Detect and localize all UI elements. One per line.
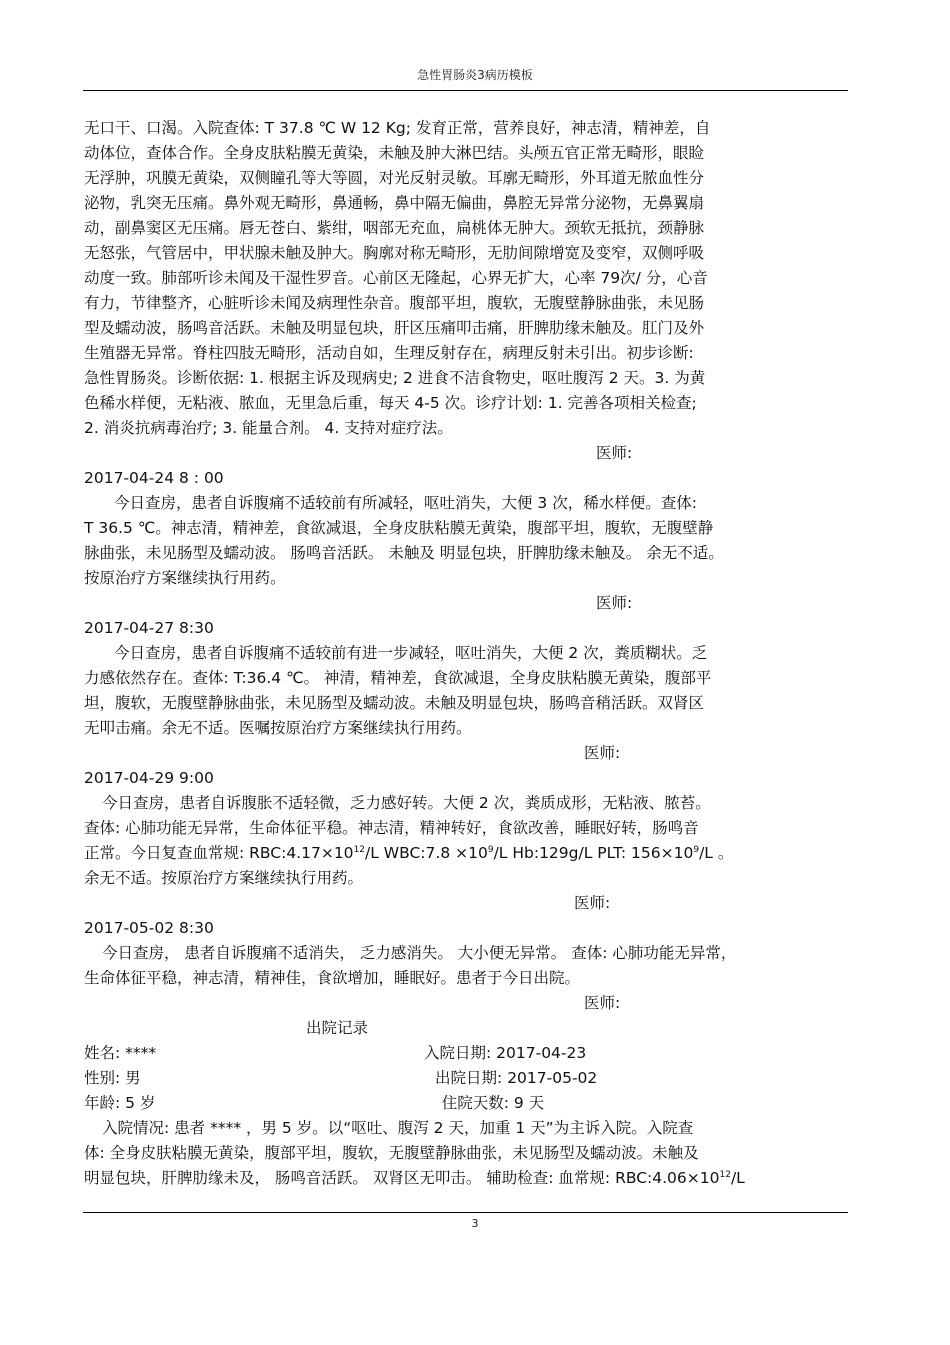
text-line: 生殖器无异常。脊柱四肢无畸形，活动自如，生理反射存在，病理反射未引出。初步诊断: xyxy=(84,344,694,362)
text-line: 色稀水样便，无粘液、脓血，无里急后重，每天 4-5 次。诊疗计划: 1. 完善各项相关检查; xyxy=(84,394,697,412)
text-line: 生命体征平稳，神志清，精神佳，食欲增加，睡眠好。患者于今日出院。 xyxy=(84,969,581,987)
text-line: 动，副鼻窦区无压痛。唇无苍白、紫绀，咽部无充血，扁桃体无肿大。颈软无抵抗，颈静脉 xyxy=(84,219,705,237)
text-line: 无叩击痛。余无不适。医嘱按原治疗方案继续执行用药。 xyxy=(84,719,472,737)
text-line: 有力，节律整齐，心脏听诊未闻及病理性杂音。腹部平坦，腹软，无腹壁静脉曲张，未见肠 xyxy=(84,294,705,312)
page-number: 3 xyxy=(471,1217,479,1230)
text-line: 按原治疗方案继续执行用药。 xyxy=(84,569,286,587)
text-line: 今日查房， 患者自诉腹痛不适消失， 乏力感消失。 大小便无异常。 查体: 心肺功能无异常， xyxy=(102,944,737,962)
admission-exam-paragraph xyxy=(84,116,844,441)
text-line: 查体: 心肺功能无异常，生命体征平稳。神志清，精神转好，食欲改善，睡眠好转，肠鸣音 xyxy=(84,819,699,837)
physician-signature: 医师: xyxy=(596,594,633,612)
document-body xyxy=(84,116,844,1191)
entry-datetime: 2017-04-27 8:30 xyxy=(84,619,214,637)
progress-note-entry xyxy=(84,616,844,741)
discharge-record xyxy=(84,1016,844,1191)
entry-datetime: 2017-04-29 9:00 xyxy=(84,769,214,787)
lab-text: 明显包块，肝脾肋缘未及， 肠鸣音活跃。 双肾区无叩击。 辅助检查: 血常规: RBC:4.06×10 xyxy=(84,1169,720,1187)
lab-text: /L xyxy=(730,1169,745,1187)
discharge-field: 性别: 男 xyxy=(84,1069,141,1087)
text-line: 余无不适。按原治疗方案继续执行用药。 xyxy=(84,869,364,887)
footer-divider xyxy=(83,1212,848,1213)
physician-signature: 医师: xyxy=(574,894,611,912)
text-line: 无浮肿，巩膜无黄染，双侧瞳孔等大等圆，对光反射灵敏。耳廓无畸形，外耳道无脓血性分 xyxy=(84,169,705,187)
text-line: 今日查房，患者自诉腹痛不适较前有所减轻，呕吐消失，大便 3 次，稀水样便。查体: xyxy=(114,494,697,512)
text-line: 脉曲张，未见肠型及蠕动波。 肠鸣音活跃。 未触及 明显包块，肝脾肋缘未触及。 余无不适。 xyxy=(84,544,724,562)
discharge-field: 年龄: 5 岁 xyxy=(84,1094,156,1112)
text-line: 体: 全身皮肤粘膜无黄染，腹部平坦，腹软，无腹壁静脉曲张，未见肠型及蠕动波。未触及 xyxy=(84,1144,699,1162)
text-line: 无怒张，气管居中，甲状腺未触及肿大。胸廓对称无畸形，无肋间隙增宽及变窄，双侧呼吸 xyxy=(84,244,705,262)
discharge-info-row xyxy=(84,1091,844,1116)
lab-exponent: 9 xyxy=(693,844,700,855)
lab-text: /L 。 xyxy=(699,844,734,862)
lab-exponent: 9 xyxy=(487,844,494,855)
header-divider xyxy=(83,90,848,91)
text-line: 型及蠕动波，肠鸣音活跃。未触及明显包块，肝区压痛叩击痛，肝脾肋缘未触及。肛门及外 xyxy=(84,319,705,337)
entry-datetime: 2017-04-24 8 : 00 xyxy=(84,469,224,487)
progress-note-entry xyxy=(84,766,844,891)
lab-result-line xyxy=(84,1166,844,1191)
discharge-info-row xyxy=(84,1041,844,1066)
discharge-field: 住院天数: 9 天 xyxy=(441,1094,545,1112)
text-line: 急性胃肠炎。诊断依据: 1. 根据主诉及现病史; 2 进食不洁食物史，呕吐腹泻 2 天。3. 为黄 xyxy=(84,369,706,387)
text-line: 2. 消炎抗病毒治疗; 3. 能量合剂。 4. 支持对症疗法。 xyxy=(84,419,453,437)
lab-result-line xyxy=(84,841,844,866)
discharge-field: 姓名: **** xyxy=(84,1044,157,1062)
text-line: 无口干、口渴。入院查体: T 37.8 ℃ W 12 Kg; 发育正常，营养良好，神志清，精神差，自 xyxy=(84,119,711,137)
discharge-info-row xyxy=(84,1066,844,1091)
text-line: 动度一致。肺部听诊未闻及干湿性罗音。心前区无隆起，心界无扩大，心率 79次/ 分，心音 xyxy=(84,269,708,287)
text-line: 入院情况: 患者 **** ，男 5 岁。以“呕吐、腹泻 2 天，加重 1 天”为主诉入院。入院查 xyxy=(102,1119,694,1137)
progress-note-entry xyxy=(84,916,844,991)
physician-signature: 医师: xyxy=(584,744,621,762)
discharge-title: 出院记录 xyxy=(306,1019,369,1037)
text-line: 今日查房，患者自诉腹胀不适轻微，乏力感好转。大便 2 次，粪质成形，无粘液、脓苔。 xyxy=(102,794,711,812)
lab-text: /L Hb:129g/L PLT: 156×10 xyxy=(493,844,694,862)
physician-signature: 医师: xyxy=(584,994,621,1012)
entry-datetime: 2017-05-02 8:30 xyxy=(84,919,214,937)
lab-exponent: 12 xyxy=(353,844,366,855)
text-line: 动体位，查体合作。全身皮肤粘膜无黄染，未触及肿大淋巴结。头颅五官正常无畸形，眼睑 xyxy=(84,144,705,162)
lab-text: /L WBC:7.8 ×10 xyxy=(365,844,488,862)
text-line: 力感依然存在。查体: T:36.4 ℃。 神清，精神差，食欲减退，全身皮肤粘膜无黄染，腹部平 xyxy=(84,669,712,687)
text-line: 泌物，乳突无压痛。鼻外观无畸形，鼻通畅，鼻中隔无偏曲，鼻腔无异常分泌物，无鼻翼扇 xyxy=(84,194,705,212)
lab-exponent: 12 xyxy=(719,1169,731,1180)
progress-note-entry xyxy=(84,466,844,591)
physician-signature: 医师: xyxy=(596,444,633,462)
lab-text: 正常。今日复查血常规: RBC:4.17×10 xyxy=(84,844,354,862)
text-line: T 36.5 ℃。神志清，精神差，食欲减退，全身皮肤粘膜无黄染，腹部平坦，腹软，无腹壁静 xyxy=(84,519,714,537)
text-line: 坦，腹软，无腹壁静脉曲张，未见肠型及蠕动波。未触及明显包块，肠鸣音稍活跃。双肾区 xyxy=(84,694,705,712)
discharge-field: 出院日期: 2017-05-02 xyxy=(435,1069,598,1087)
page-header-title: 急性胃肠炎3病历模板 xyxy=(417,68,533,82)
text-line: 今日查房，患者自诉腹痛不适较前有进一步减轻，呕吐消失，大便 2 次，粪质糊状。乏 xyxy=(114,644,708,662)
discharge-field: 入院日期: 2017-04-23 xyxy=(424,1044,587,1062)
